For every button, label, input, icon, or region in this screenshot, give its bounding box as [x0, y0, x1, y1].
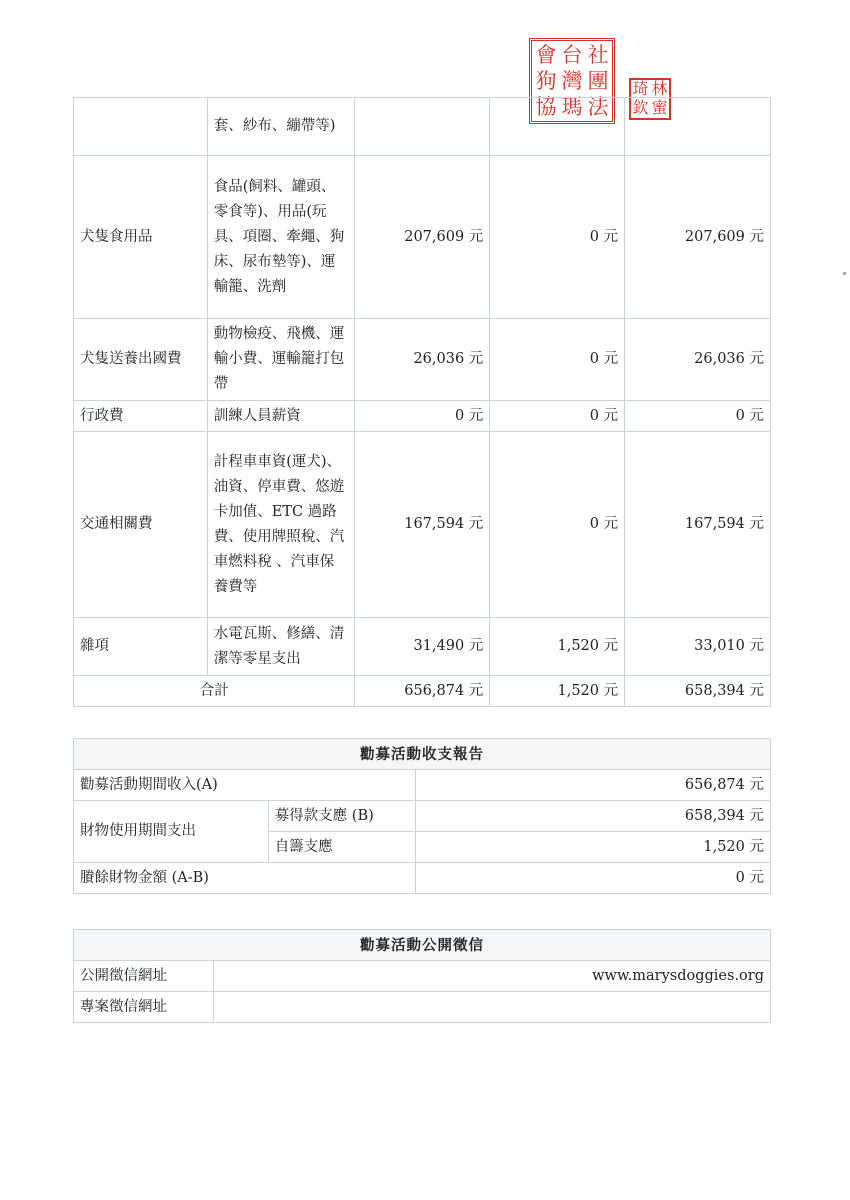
income-label: 勸募活動期間收入(A) [74, 770, 416, 801]
surplus-label: 賸餘財物金額 (A-B) [74, 863, 416, 894]
income-value: 656,874 元 [416, 770, 771, 801]
total-amount: 656,874 元 [355, 676, 490, 707]
amount-cell: 0 元 [490, 156, 625, 319]
amount-cell: 26,036 元 [355, 319, 490, 401]
expense-table [73, 97, 771, 707]
category-cell: 雜項 [74, 618, 208, 676]
table-row [74, 432, 771, 618]
table-row [74, 98, 771, 156]
amount-cell: 0 元 [490, 432, 625, 618]
scan-dot [843, 272, 846, 275]
seal-char: 蜜 [651, 98, 668, 117]
amount-cell [490, 98, 625, 156]
total-row [74, 676, 771, 707]
amount-cell: 167,594 元 [625, 432, 771, 618]
total-label: 合計 [74, 676, 355, 707]
report-title: 勸募活動收支報告 [74, 739, 771, 770]
table-row [74, 401, 771, 432]
description-cell: 動物檢疫、飛機、運輸小費、運輸籠打包帶 [207, 319, 355, 401]
amount-cell: 0 元 [355, 401, 490, 432]
category-cell: 交通相關費 [74, 432, 208, 618]
seal-char: 協 [535, 95, 557, 119]
surplus-value: 0 元 [416, 863, 771, 894]
raised-label: 募得款支應 (B) [268, 801, 416, 832]
seal-char: 琦 [632, 79, 649, 98]
amount-cell: 207,609 元 [625, 156, 771, 319]
seal-char: 灣 [561, 69, 583, 93]
amount-cell: 1,520 元 [490, 618, 625, 676]
description-cell: 計程車車資(運犬)、油資、停車費、悠遊卡加值、ETC 過路費、使用牌照稅、汽車燃料稅 、汽車保養費等 [207, 432, 355, 618]
seal-char: 社 [587, 43, 609, 67]
amount-cell: 0 元 [625, 401, 771, 432]
public-url-label: 公開徵信網址 [74, 961, 214, 992]
seal-char: 狗 [535, 69, 557, 93]
seal-char: 瑪 [561, 95, 583, 119]
public-url-value[interactable]: www.marysdoggies.org [213, 961, 770, 992]
seal-char: 團 [587, 69, 609, 93]
table-row [74, 319, 771, 401]
description-cell: 套、紗布、繃帶等) [207, 98, 355, 156]
seal-char: 會 [535, 43, 557, 67]
description-cell: 水電瓦斯、修繕、清潔等零星支出 [207, 618, 355, 676]
amount-cell: 33,010 元 [625, 618, 771, 676]
seal-char: 林 [651, 79, 668, 98]
seal-char: 台 [561, 43, 583, 67]
category-cell [74, 98, 208, 156]
amount-cell: 0 元 [490, 319, 625, 401]
credit-title: 勸募活動公開徵信 [74, 930, 771, 961]
description-cell: 訓練人員薪資 [207, 401, 355, 432]
amount-cell: 31,490 元 [355, 618, 490, 676]
amount-cell: 26,036 元 [625, 319, 771, 401]
category-cell: 行政費 [74, 401, 208, 432]
category-cell: 犬隻食用品 [74, 156, 208, 319]
table-row [74, 618, 771, 676]
description-cell: 食品(飼料、罐頭、零食等)、用品(玩具、項圈、牽繩、狗床、尿布墊等)、運輸籠、洗劑 [207, 156, 355, 319]
total-amount: 658,394 元 [625, 676, 771, 707]
category-cell: 犬隻送養出國費 [74, 319, 208, 401]
credit-table [73, 929, 771, 1023]
raised-value: 658,394 元 [416, 801, 771, 832]
total-amount: 1,520 元 [490, 676, 625, 707]
expense-label: 財物使用期間支出 [74, 801, 269, 863]
amount-cell: 167,594 元 [355, 432, 490, 618]
report-table [73, 738, 771, 894]
amount-cell: 0 元 [490, 401, 625, 432]
table-row [74, 156, 771, 319]
self-funded-value: 1,520 元 [416, 832, 771, 863]
seal-char: 法 [587, 95, 609, 119]
self-funded-label: 自籌支應 [268, 832, 416, 863]
amount-cell: 207,609 元 [355, 156, 490, 319]
amount-cell [625, 98, 771, 156]
amount-cell [355, 98, 490, 156]
project-url-value [213, 992, 770, 1023]
project-url-label: 專案徵信網址 [74, 992, 214, 1023]
seal-char: 欽 [632, 98, 649, 117]
